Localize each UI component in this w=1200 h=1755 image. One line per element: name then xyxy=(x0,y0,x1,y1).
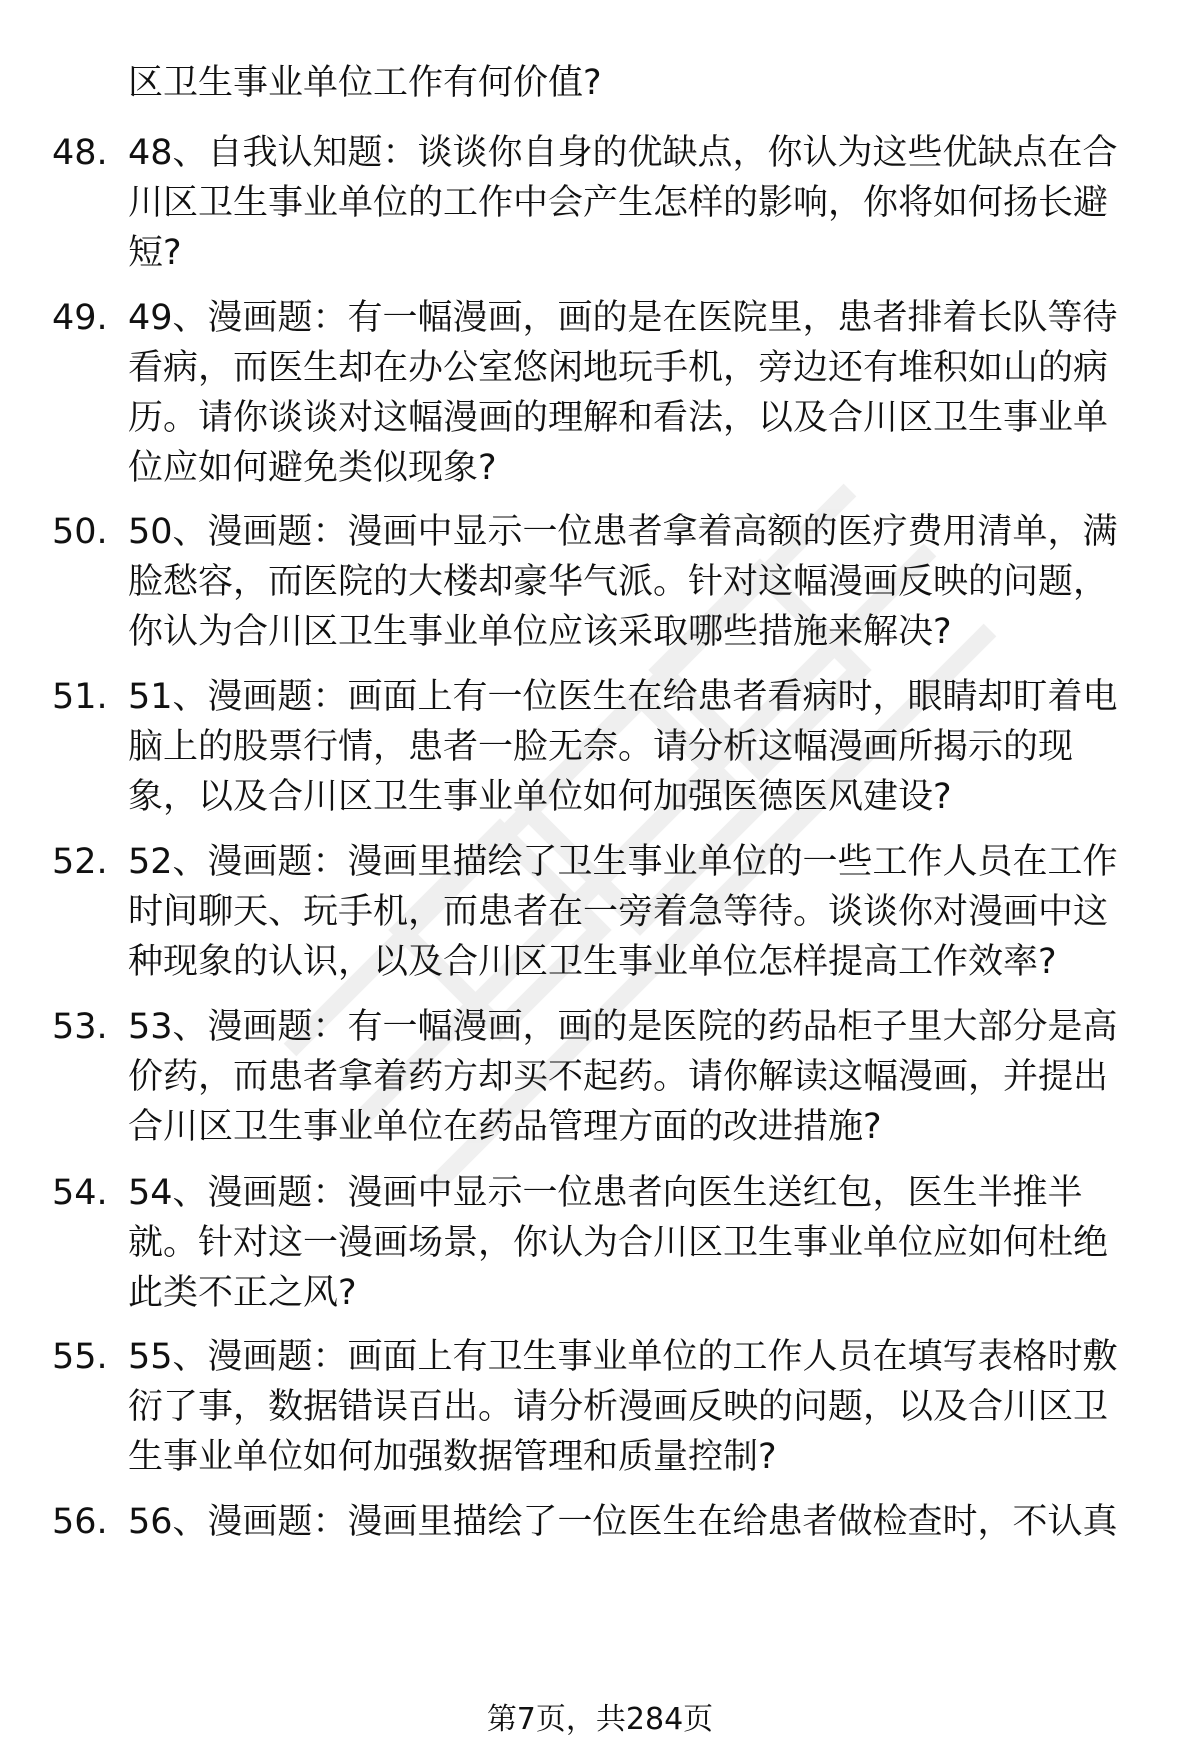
item-number: 48. xyxy=(52,133,108,173)
item-text: 54、漫画题：漫画中显示一位患者向医生送红包，医生半推半就。针对这一漫画场景，你认为合川区卫生事业单位应如何杜绝此类不正之风? xyxy=(128,1173,1109,1313)
item-number: 49. xyxy=(52,298,108,338)
item-number: 52. xyxy=(52,842,108,882)
item-number: 54. xyxy=(52,1173,108,1213)
item-text: 52、漫画题：漫画里描绘了卫生事业单位的一些工作人员在工作时间聊天、玩手机，而患者在一旁着急等待。谈谈你对漫画中这种现象的认识，以及合川区卫生事业单位怎样提高工作效率? xyxy=(128,842,1118,982)
carry-over-text: 区卫生事业单位工作有何价值? xyxy=(128,63,602,103)
item-text: 50、漫画题：漫画中显示一位患者拿着高额的医疗费用清单，满脸愁容，而医院的大楼却豪华气派。针对这幅漫画反映的问题，你认为合川区卫生事业单位应该采取哪些措施来解决? xyxy=(128,512,1118,652)
item-text: 55、漫画题：画面上有卫生事业单位的工作人员在填写表格时敷衍了事，数据错误百出。请分析漫画反映的问题，以及合川区卫生事业单位如何加强数据管理和质量控制? xyxy=(128,1337,1118,1477)
item-number: 50. xyxy=(52,512,108,552)
item-text: 53、漫画题：有一幅漫画，画的是医院的药品柜子里大部分是高价药，而患者拿着药方却买不起药。请你解读这幅漫画，并提出合川区卫生事业单位在药品管理方面的改进措施? xyxy=(128,1007,1118,1147)
item-text: 56、漫画题：漫画里描绘了一位医生在给患者做检查时，不认真 xyxy=(128,1502,1118,1542)
item-number: 55. xyxy=(52,1337,108,1377)
item-text: 48、自我认知题：谈谈你自身的优缺点，你认为这些优缺点在合川区卫生事业单位的工作中会产生怎样的影响，你将如何扬长避短? xyxy=(128,133,1118,273)
item-number: 53. xyxy=(52,1007,108,1047)
item-number: 56. xyxy=(52,1502,108,1542)
page-footer: 第7页，共284页 xyxy=(486,1702,714,1737)
item-text: 49、漫画题：有一幅漫画，画的是在医院里，患者排着长队等待看病，而医生却在办公室悠闲地玩手机，旁边还有堆积如山的病历。请你谈谈对这幅漫画的理解和看法，以及合川区卫生事业单位应如何避免类似现象? xyxy=(128,298,1118,488)
item-number: 51. xyxy=(52,677,108,717)
item-text: 51、漫画题：画面上有一位医生在给患者看病时，眼睛却盯着电脑上的股票行情，患者一脸无奈。请分析这幅漫画所揭示的现象，以及合川区卫生事业单位如何加强医德医风建设? xyxy=(128,677,1118,817)
